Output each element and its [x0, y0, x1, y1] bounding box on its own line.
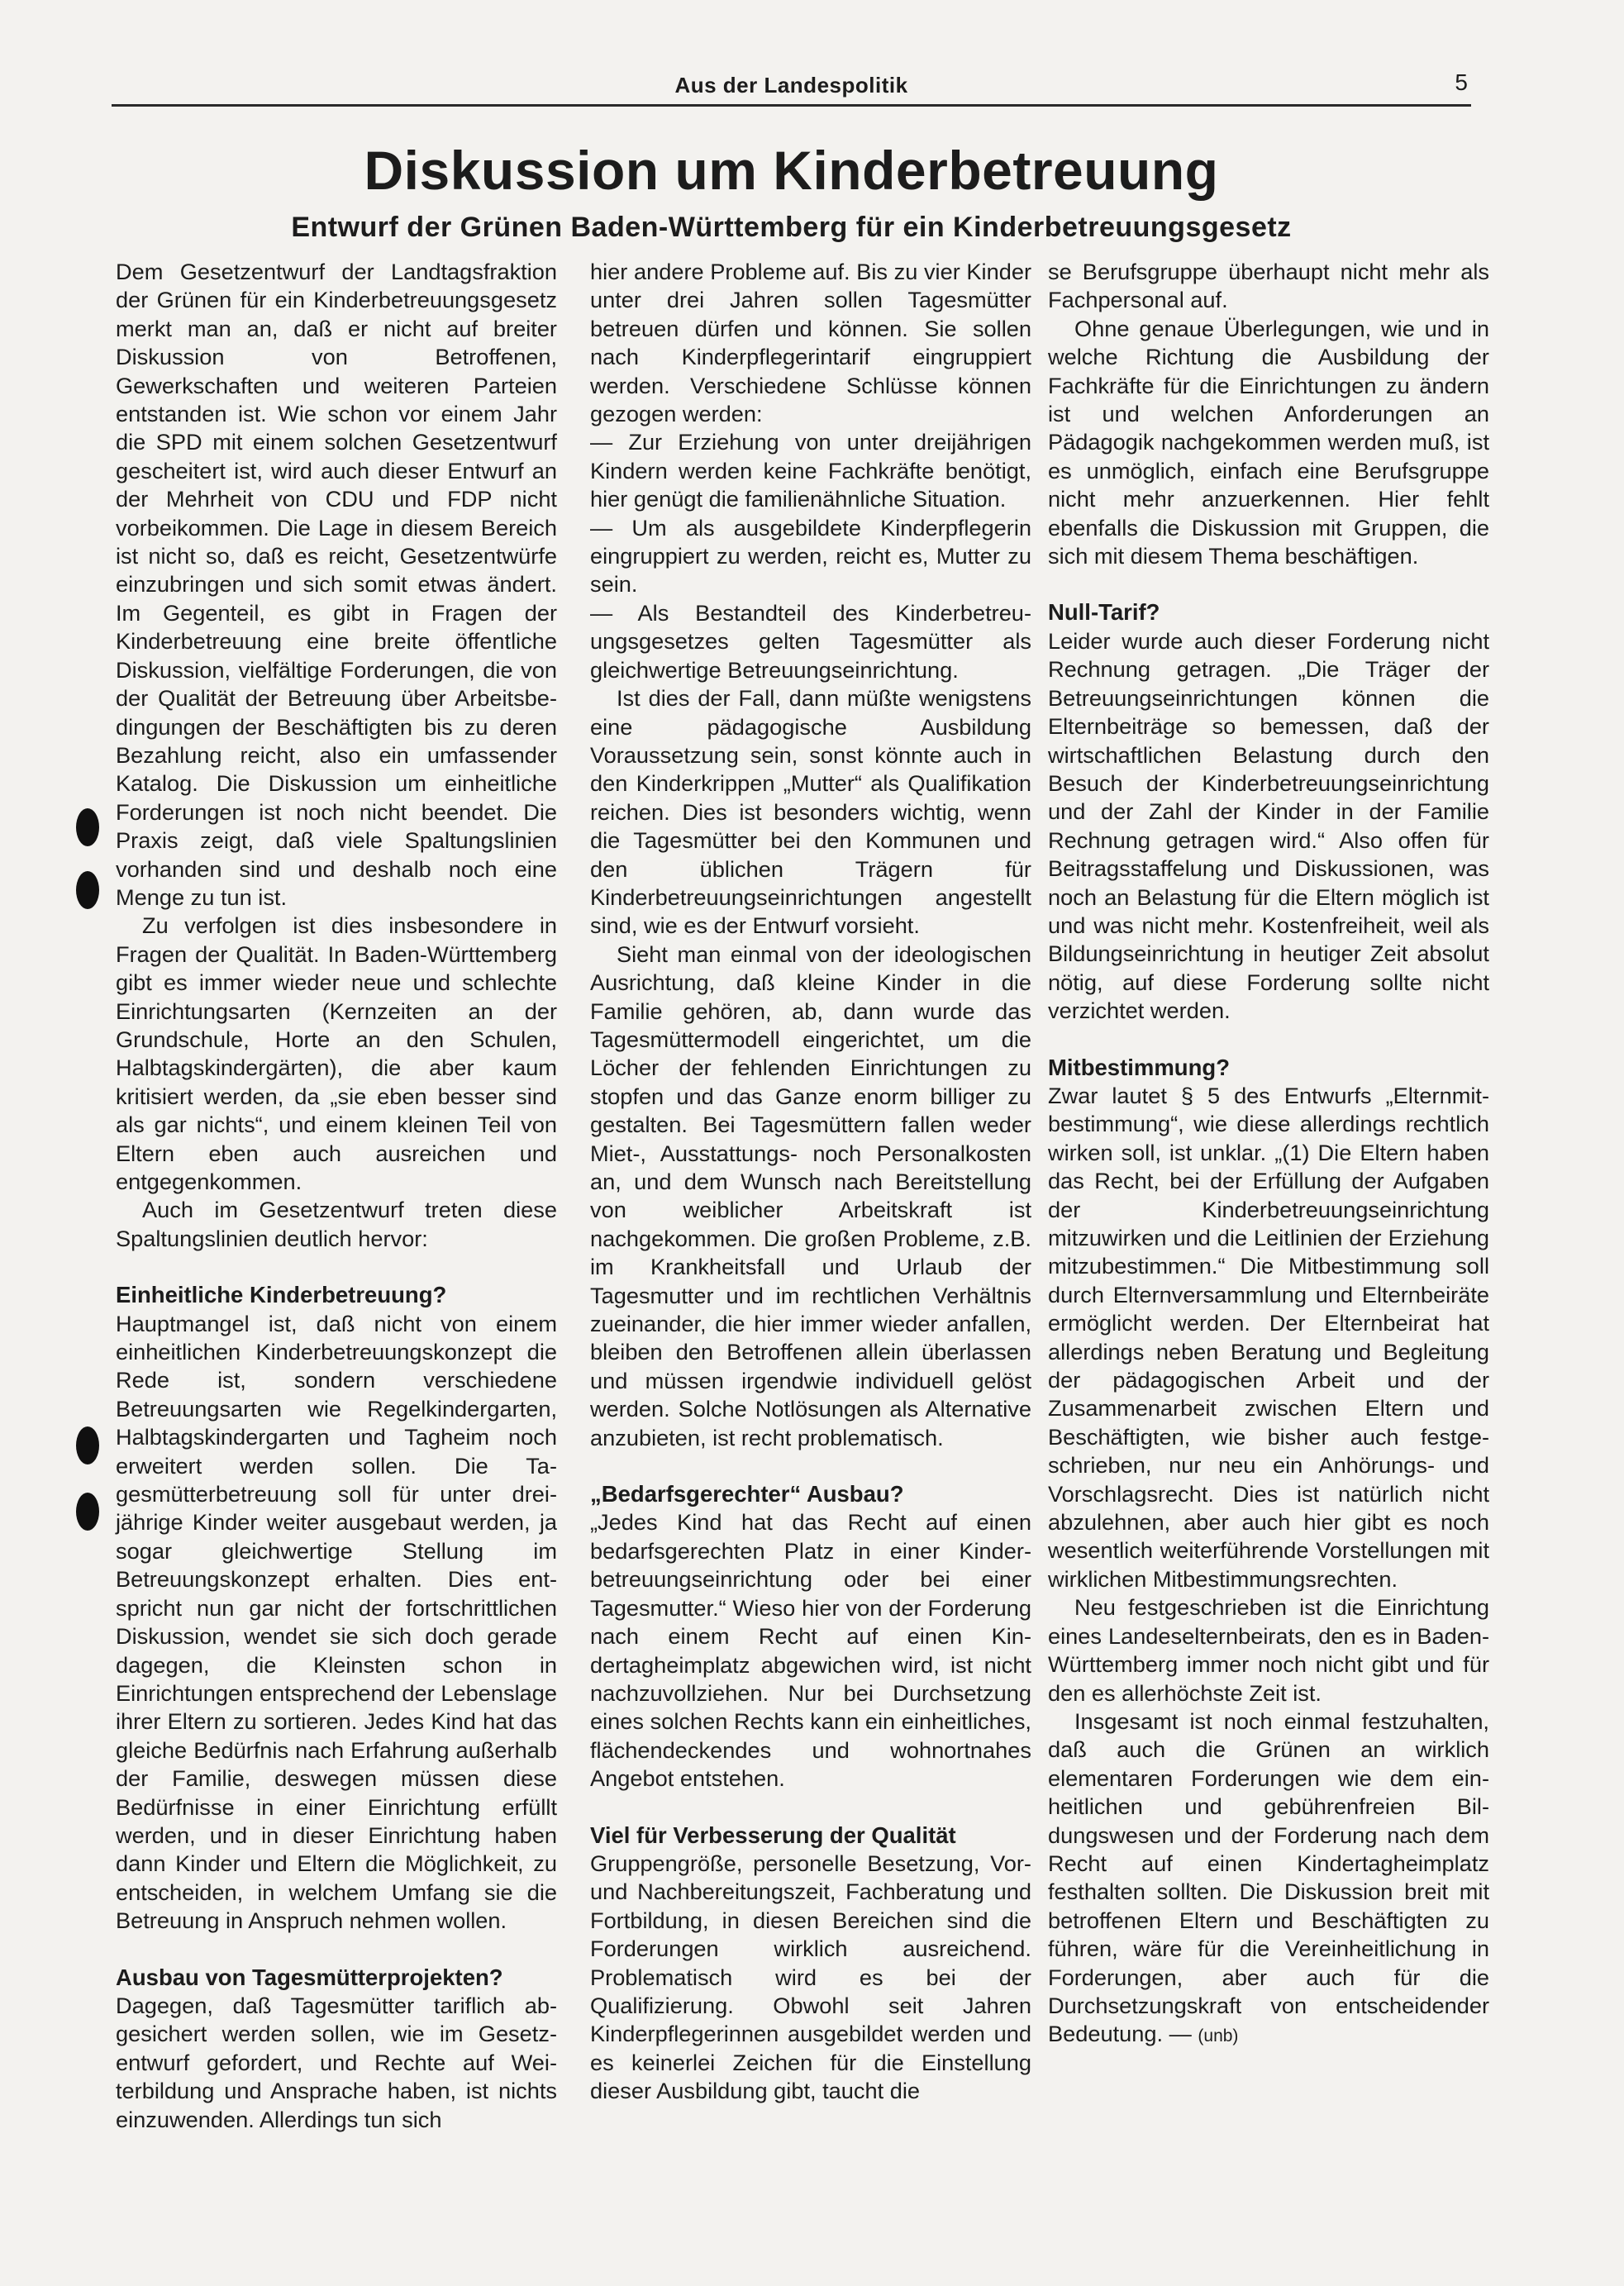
punch-hole-mark [76, 871, 99, 909]
paragraph: Neu festgeschrieben ist die Einrichtung eines Landeselternbeirats, den es in Baden-Württemberg immer noch nicht gibt und für den es allerhöchste Zeit ist. [1048, 1594, 1489, 1706]
section-heading: „Bedarfsgerechter“ Ausbau? [590, 1481, 904, 1507]
paragraph: Ohne genaue Überlegungen, wie und in welche Richtung die Ausbildung der Fachkräfte für die Einrichtungen zu ändern ist und welchen Anforderungen an Pädagogik nachgekommen werden muß, ist es unmöglich, einfach eine Berufsgruppe nicht mehr anzuerkennen. Hier fehlt ebenfalls die Diskussion mit Gruppen, die sich mit diesem Thema beschäftigen. [1048, 315, 1489, 569]
paragraph: Auch im Gesetzentwurf treten diese Spaltungslinien deutlich hervor: [116, 1197, 557, 1251]
section-heading: Einheitliche Kinderbetreuung? [116, 1282, 447, 1308]
column-2 [590, 258, 1031, 2106]
article-title: Diskussion um Kinderbetreuung [364, 140, 1219, 201]
punch-hole-mark [76, 1493, 99, 1531]
article-subtitle: Entwurf der Grünen Baden-Württemberg für ein Kinderbetreuungsgesetz [291, 212, 1292, 243]
punch-hole-mark [76, 808, 99, 846]
paragraph: Leider wurde auch dieser Forderung nicht Rechnung getragen. „Die Träger der Betreuungseinrichtungen können die Elternbeiträge so bemessen, daß der wirtschaftlichen Belastung durch den Besuch der Kinderbetreuungseinrichtung und der Zahl der Kinder in der Familie Rechnung getragen wird.“ Also offen für Beitragsstaffelung und Diskussionen, was noch an Belastung für die Eltern möglich ist und was nicht mehr. Kostenfreiheit, weil als Bildungseinrichtung in heutiger Zeit absolut nötig, auf diese Forderung sollte nicht verzichtet werden. [1048, 627, 1489, 1024]
author-signature: (unb) [1198, 2026, 1239, 2046]
paragraph: se Berufsgruppe überhaupt nicht mehr als Fachpersonal auf. [1048, 259, 1489, 313]
paragraph: Gruppengröße, personelle Besetzung, Vor- und Nachbereitungszeit, Fachberatung und Fortbildung, in diesen Bereichen sind die Forderungen wirklich ausreichend. Problematisch wird es bei der Qualifizierung. Obwohl seit Jahren Kinderpflegerinnen ausgebildet werden und es keinerlei Zeichen für die Einstellung dieser Ausbildung gibt, taucht die [590, 1850, 1031, 2104]
list-item: — Um als ausgebildete Kinderpflegerin eingruppiert zu werden, reicht es, Mutter zu sein. [590, 514, 1031, 598]
paragraph: Dem Gesetzentwurf der Landtagsfraktion der Grünen für ein Kinderbetreuungsgesetz merkt man an, daß er nicht auf breiter Diskussion von Betroffenen, Gewerkschaften und weiteren Parteien entstanden ist. Wie schon vor einem Jahr die SPD mit einem solchen Gesetzentwurf gescheitert ist, wird auch dieser Entwurf an der Mehrheit von CDU und FDP nicht vorbeikommen. Die Lage in diesem Bereich ist nicht so, daß es reicht, Gesetzentwürfe einzubringen und sich somit etwas ändert. Im Gegenteil, es gibt in Fragen der Kinderbetreuung eine breite öffentliche Diskussion, vielfältige Forderungen, die von der Qualität der Betreuung über Arbeitsbedingungen der Beschäftigten bis zu deren Bezahlung reicht, also ein umfassender Katalog. Die Diskussion um einheitliche Forderungen ist noch nicht beendet. Die Praxis zeigt, daß viele Spaltungslinien vorhanden sind und deshalb noch eine Menge zu tun ist. [116, 259, 557, 910]
running-header [112, 71, 1471, 107]
column-3 [1048, 258, 1489, 2051]
paragraph: hier andere Probleme auf. Bis zu vier Kinder unter drei Jahren sollen Tagesmütter betreuen dürfen und können. Sie sollen nach Kinderpflegerintarif eingruppiert werden. Verschiedene Schlüsse können gezogen werden: [590, 259, 1031, 427]
list-item: — Zur Erziehung von unter dreijährigen Kindern werden keine Fachkräfte benötigt, hier genügt die familienähnliche Situation. [590, 429, 1031, 512]
section-heading: Viel für Verbesserung der Qualität [590, 1822, 956, 1848]
paragraph: Sieht man einmal von der ideologischen Ausrichtung, daß kleine Kinder in die Familie gehören, ab, dann wurde das Tagesmüttermodell eingerichtet, um die Löcher der fehlenden Einrichtungen zu stopfen und das Ganze enorm billiger zu gestalten. Bei Tagesmüttern fallen weder Miet-, Ausstattungs- noch Personalkosten an, und dem Wunsch nach Bereitstellung von weiblicher Arbeitskraft ist nachgekommen. Die großen Probleme, z.B. im Krankheitsfall und Urlaub der Tagesmutter und im rechtlichen Verhältnis zueinander, die hier immer wieder anfallen, bleiben den Betroffenen allein überlassen und müssen irgendwie individuell gelöst werden. Solche Notlösungen als Alternative anzubieten, ist recht problematisch. [590, 941, 1031, 1450]
section-heading: Null-Tarif? [1048, 599, 1160, 626]
paragraph: Zu verfolgen ist dies insbesondere in Fragen der Qualität. In Baden-Württemberg gibt es immer wieder neue und schlechte Einrichtungsarten (Kernzeiten an der Grundschule, Horte an den Schulen, Halbtagskindergärten), die aber kaum kritisiert werden, da „sie eben besser sind als gar nichts“, und einem kleinen Teil von Eltern eben auch ausreichen und entgegenkommen. [116, 912, 557, 1194]
paragraph: Ist dies der Fall, dann müßte wenigstens eine pädagogische Ausbildung Voraussetzung sein, sonst könnte auch in den Kinderkrippen „Mutter“ als Qualifikation reichen. Dies ist besonders wichtig, wenn die Tagesmütter bei den Kommunen und den üblichen Trägern für Kinderbetreuungseinrichtungen angestellt sind, wie es der Entwurf vorsieht. [590, 685, 1031, 939]
section-heading: Ausbau von Tagesmütterprojekten? [116, 1964, 503, 1990]
paragraph-closing [1048, 1707, 1489, 2051]
paragraph: Hauptmangel ist, daß nicht von einem einheitlichen Kinderbetreuungskonzept die Rede ist, sondern verschiedene Betreuungsarten wie Regelkindergarten, Halbtagskindergarten und Tagheim noch erweitert werden sollen. Die Tagesmütterbetreuung soll für unter dreijährige Kinder weiter ausgebaut werden, ja sogar gleichwertige Stellung im Betreuungskonzept erhalten. Dies entspricht nun gar nicht der fortschrittlichen Diskussion, wendet sie sich doch gerade dagegen, die Kleinsten schon in Einrichtungen entsprechend der Lebenslage ihrer Eltern zu sortieren. Jedes Kind hat das gleiche Bedürfnis nach Erfahrung außerhalb der Familie, deswegen müssen diese Bedürfnisse in einer Einrichtung erfüllt werden, und in dieser Einrichtung haben dann Kinder und Eltern die Möglichkeit, zu entscheiden, in welchem Umfang sie die Betreuung in Anspruch nehmen wollen. [116, 1310, 557, 1934]
section-heading: Mitbestimmung? [1048, 1054, 1230, 1080]
paragraph: „Jedes Kind hat das Recht auf einen bedarfsgerechten Platz in einer Kinderbetreuungseinrichtung oder bei einer Tagesmutter.“ Wieso hier von der Forderung nach einem Recht auf einen Kindertagheimplatz abgewichen wird, ist nicht nachzuvollziehen. Nur bei Durchsetzung eines solchen Rechts kann ein einheitliches, flächendeckendes und wohnortnahes Angebot entstehen. [590, 1509, 1031, 1792]
section-name: Aus der Landespolitik [674, 73, 908, 98]
page-number: 5 [1455, 69, 1468, 95]
list-item: — Als Bestandteil des Kinderbetreuungsgesetzes gelten Tagesmütter als gleichwertige Betreuungseinrichtung. [590, 599, 1031, 683]
paragraph: Dagegen, daß Tagesmütter tariflich abgesichert werden sollen, wie im Gesetzentwurf gefordert, und Rechte auf Weiterbildung und Ansprache haben, ist nichts einzuwenden. Allerdings tun sich [116, 1992, 557, 2132]
paragraph: Zwar lautet § 5 des Entwurfs „Elternmitbestimmung“, wie diese allerdings rechtlich wirken soll, ist unklar. „(1) Die Eltern haben das Recht, bei der Erfüllung der Aufgaben der Kinderbetreuungseinrichtung mitzuwirken und die Leitlinien der Erziehung mitzubestimmen.“ Die Mitbestimmung soll durch Elternversammlung und Elternbeiräte ermöglicht werden. Der Elternbeirat hat allerdings neben Beratung und Begleitung der pädagogischen Arbeit und der Zusammenarbeit zwischen Eltern und Beschäftigten, wie bisher auch festgeschrieben, nur neu ein Anhörungs- und Vorschlagsrecht. Dies ist natürlich nicht abzulehnen, aber auch hier gibt es noch wesentlich weiterführende Vorstellungen mit wirklichen Mitbestimmungsrechten. [1048, 1082, 1489, 1592]
paragraph-text: Insgesamt ist noch einmal festzuhalten, daß auch die Grünen an wirklich elementaren Forderungen wie dem einheitlichen und gebührenfreien Bildungswesen und der Forderung nach dem Recht auf einen Kindertagheimplatz festhalten sollten. Die Diskussion breit mit betroffenen Eltern und Beschäftigten zu führen, wäre für die Vereinheitlichung in Forderungen, aber auch für die Durchsetzungskraft von entscheidender Bedeutung. — [1048, 1707, 1489, 2047]
punch-hole-mark [76, 1426, 99, 1464]
column-1 [116, 258, 557, 2134]
